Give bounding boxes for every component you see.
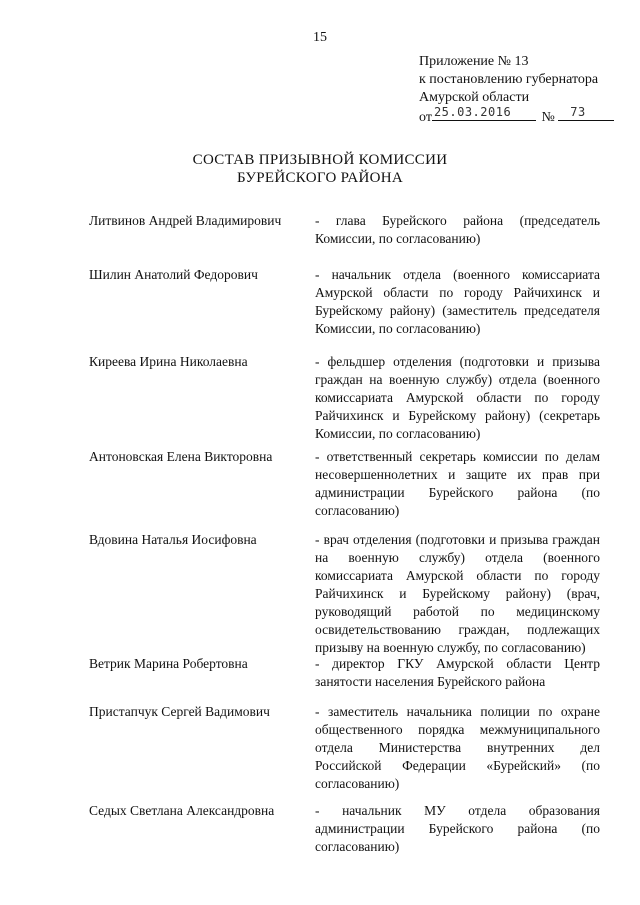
- member-role: - начальник МУ отдела образования администрации Бурейского района (по согласованию): [315, 803, 600, 854]
- member-name: Антоновская Елена Викторовна: [89, 449, 273, 464]
- member-row: [89, 703, 614, 802]
- number-value: 73: [570, 105, 586, 119]
- member-name: Пристапчук Сергей Вадимович: [89, 704, 270, 719]
- member-name: Вдовина Наталья Иосифовна: [89, 532, 257, 547]
- member-role: - ответственный секретарь комиссии по делам несовершеннолетних и защите их прав при администрации Бурейского района (по согласованию): [315, 449, 600, 518]
- member-name: Литвинов Андрей Владимирович: [89, 213, 282, 228]
- commission-members: [89, 212, 614, 862]
- member-role: - директор ГКУ Амурской области Центр занятости населения Бурейского района: [315, 656, 600, 689]
- member-role: - начальник отдела (военного комиссариата Амурской области по городу Райчихинск и Бурейскому району) (заместитель председателя Комиссии, по согласованию): [315, 267, 600, 336]
- appendix-block: [419, 53, 619, 127]
- title-line-1: СОСТАВ ПРИЗЫВНОЙ КОМИССИИ: [192, 152, 448, 168]
- member-role: - заместитель начальника полиции по охране общественного порядка межмуниципального отдела Министерства внутренних дел Российской Федерации «Бурейский» (по согласованию): [315, 704, 600, 791]
- title-line-2: БУРЕЙСКОГО РАЙОНА: [236, 170, 404, 186]
- member-name: Киреева Ирина Николаевна: [89, 354, 248, 369]
- member-row: [89, 212, 614, 266]
- number-prefix: №: [541, 110, 555, 125]
- member-name: Седых Светлана Александровна: [89, 803, 275, 818]
- page-number: 15: [313, 30, 327, 45]
- date-value: 25.03.2016: [433, 105, 512, 119]
- member-row: [89, 531, 614, 655]
- member-row: [89, 655, 614, 703]
- member-row: [89, 802, 614, 862]
- member-name: Ветрик Марина Робертовна: [89, 656, 248, 671]
- member-role: - фельдшер отделения (подготовки и призыва граждан на военную службу) отдела (военного комиссариата Амурской области по городу Райчихинск и Бурейскому району) (секретарь Комиссии, по согласованию): [315, 354, 600, 441]
- number-field: [558, 107, 614, 121]
- member-row: [89, 448, 614, 531]
- appendix-reference: к постановлению губернатора: [419, 72, 599, 87]
- appendix-region: Амурской области: [419, 90, 530, 105]
- member-role: - глава Бурейского района (председатель Комиссии, по согласованию): [315, 213, 600, 246]
- appendix-date-line: [419, 107, 619, 127]
- date-field: [432, 107, 536, 121]
- member-name: Шилин Анатолий Федорович: [89, 267, 258, 282]
- member-role: - врач отделения (подготовки и призыва граждан на военную службу) отдела (военного комиссариата Амурской области по городу Райчихинск и Бурейскому району) (врач, руководящий работой по медицинскому освидетельствованию граждан, подлежащих призыву на военную службу, по согласованию): [315, 532, 600, 655]
- appendix-title: Приложение № 13: [419, 54, 529, 69]
- member-row: [89, 266, 614, 353]
- date-prefix: от: [419, 110, 432, 125]
- member-row: [89, 353, 614, 448]
- document-title: [0, 151, 640, 187]
